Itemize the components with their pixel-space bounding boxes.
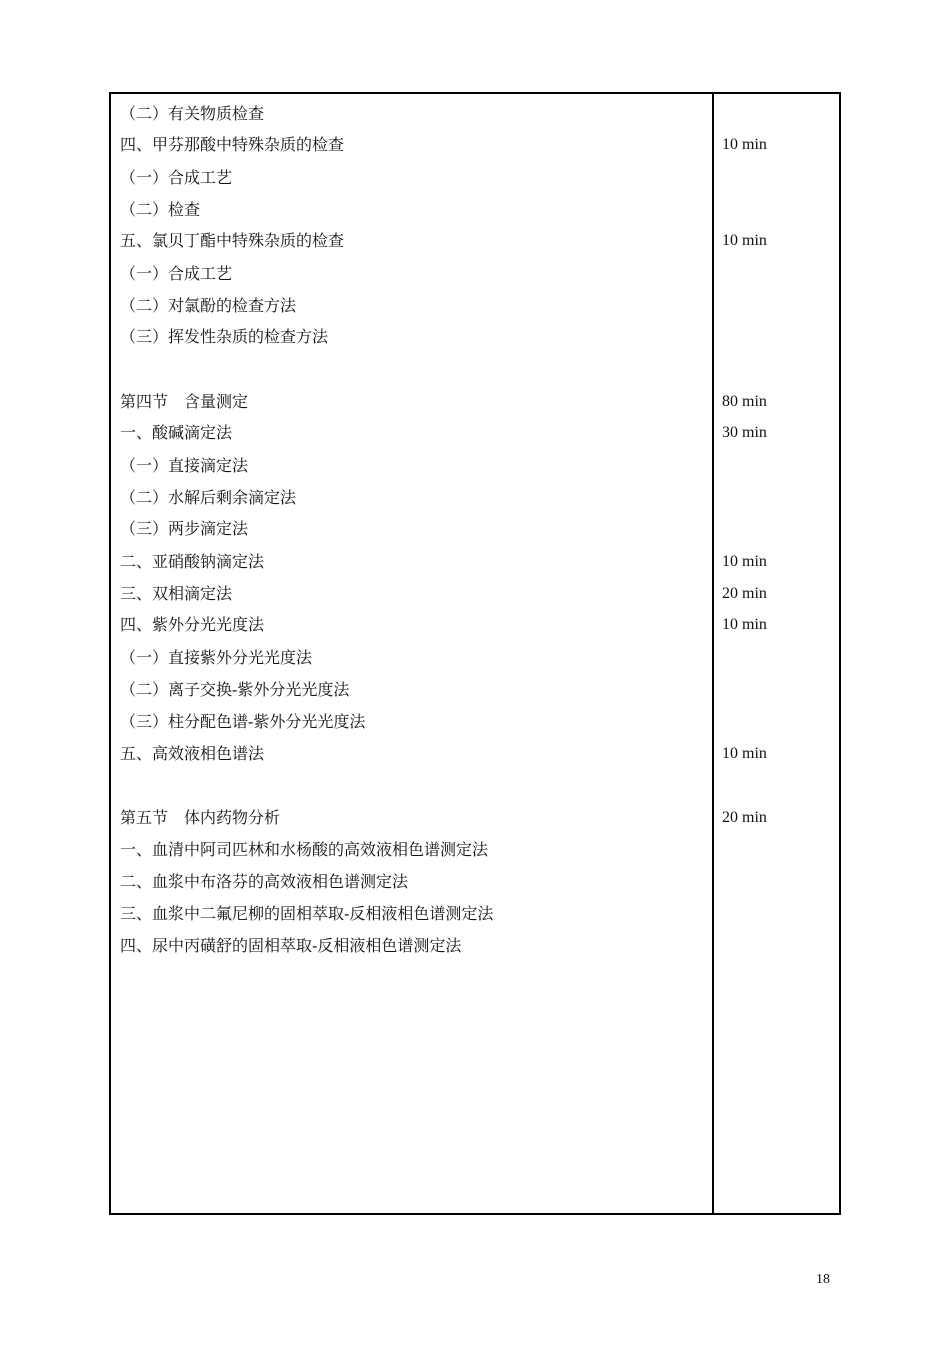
row-topic: （三）两步滴定法 <box>120 519 249 538</box>
row-topic: （二）检查 <box>120 200 201 219</box>
row-topic: 第四节 含量测定 <box>120 392 249 411</box>
table-row <box>111 678 839 702</box>
row-topic: 三、双相滴定法 <box>120 584 233 603</box>
table-row <box>111 454 839 478</box>
row-topic: 二、亚硝酸钠滴定法 <box>120 552 265 571</box>
table-row <box>111 742 839 766</box>
table-row <box>111 133 839 157</box>
row-duration: 30 min <box>722 424 767 441</box>
row-duration: 10 min <box>722 745 767 762</box>
row-topic: （二）离子交换-紫外分光光度法 <box>120 680 350 699</box>
row-topic: 一、酸碱滴定法 <box>120 423 233 442</box>
row-topic: 二、血浆中布洛芬的高效液相色谱测定法 <box>120 872 409 891</box>
row-duration: 10 min <box>722 553 767 570</box>
table-row <box>111 294 839 318</box>
row-duration: 10 min <box>722 232 767 249</box>
row-duration: 80 min <box>722 393 767 410</box>
row-topic: （一）直接紫外分光光度法 <box>120 648 313 667</box>
table-row <box>111 806 839 830</box>
table-row <box>111 198 839 222</box>
table-row <box>111 646 839 670</box>
row-topic: （三）柱分配色谱-紫外分光光度法 <box>120 712 366 731</box>
row-topic: 三、血浆中二氟尼柳的固相萃取-反相液相色谱测定法 <box>120 904 494 923</box>
row-duration: 10 min <box>722 616 767 633</box>
row-topic: 五、高效液相色谱法 <box>120 744 265 763</box>
row-duration: 10 min <box>722 136 767 153</box>
row-topic: 四、紫外分光光度法 <box>120 615 265 634</box>
row-topic: （一）直接滴定法 <box>120 456 249 475</box>
table-row <box>111 710 839 734</box>
row-topic: （二）水解后剩余滴定法 <box>120 488 297 507</box>
page-number: 18 <box>816 1272 830 1287</box>
row-topic: （一）合成工艺 <box>120 168 233 187</box>
table-row <box>111 550 839 574</box>
row-topic: 五、氯贝丁酯中特殊杂质的检查 <box>120 231 345 250</box>
table-row <box>111 166 839 190</box>
row-topic: （三）挥发性杂质的检查方法 <box>120 327 329 346</box>
table-row <box>111 390 839 414</box>
table-row <box>111 486 839 510</box>
row-topic: （二）对氯酚的检查方法 <box>120 296 297 315</box>
table-row <box>111 325 839 349</box>
row-topic: （一）合成工艺 <box>120 264 233 283</box>
table-row <box>111 870 839 894</box>
row-topic: 第五节 体内药物分析 <box>120 808 281 827</box>
row-topic: （二）有关物质检查 <box>120 104 265 123</box>
table-row <box>111 421 839 445</box>
table-row <box>111 613 839 637</box>
table-row <box>111 517 839 541</box>
table-row <box>111 582 839 606</box>
row-topic: 一、血清中阿司匹林和水杨酸的高效液相色谱测定法 <box>120 840 489 859</box>
table-row <box>111 102 839 126</box>
table-row <box>111 229 839 253</box>
table-row <box>111 262 839 286</box>
row-topic: 四、尿中丙磺舒的固相萃取-反相液相色谱测定法 <box>120 936 462 955</box>
table-row <box>111 934 839 958</box>
row-duration: 20 min <box>722 809 767 826</box>
row-duration: 20 min <box>722 585 767 602</box>
row-topic: 四、甲芬那酸中特殊杂质的检查 <box>120 135 345 154</box>
table-row <box>111 902 839 926</box>
syllabus-table <box>109 92 841 1215</box>
table-row <box>111 838 839 862</box>
